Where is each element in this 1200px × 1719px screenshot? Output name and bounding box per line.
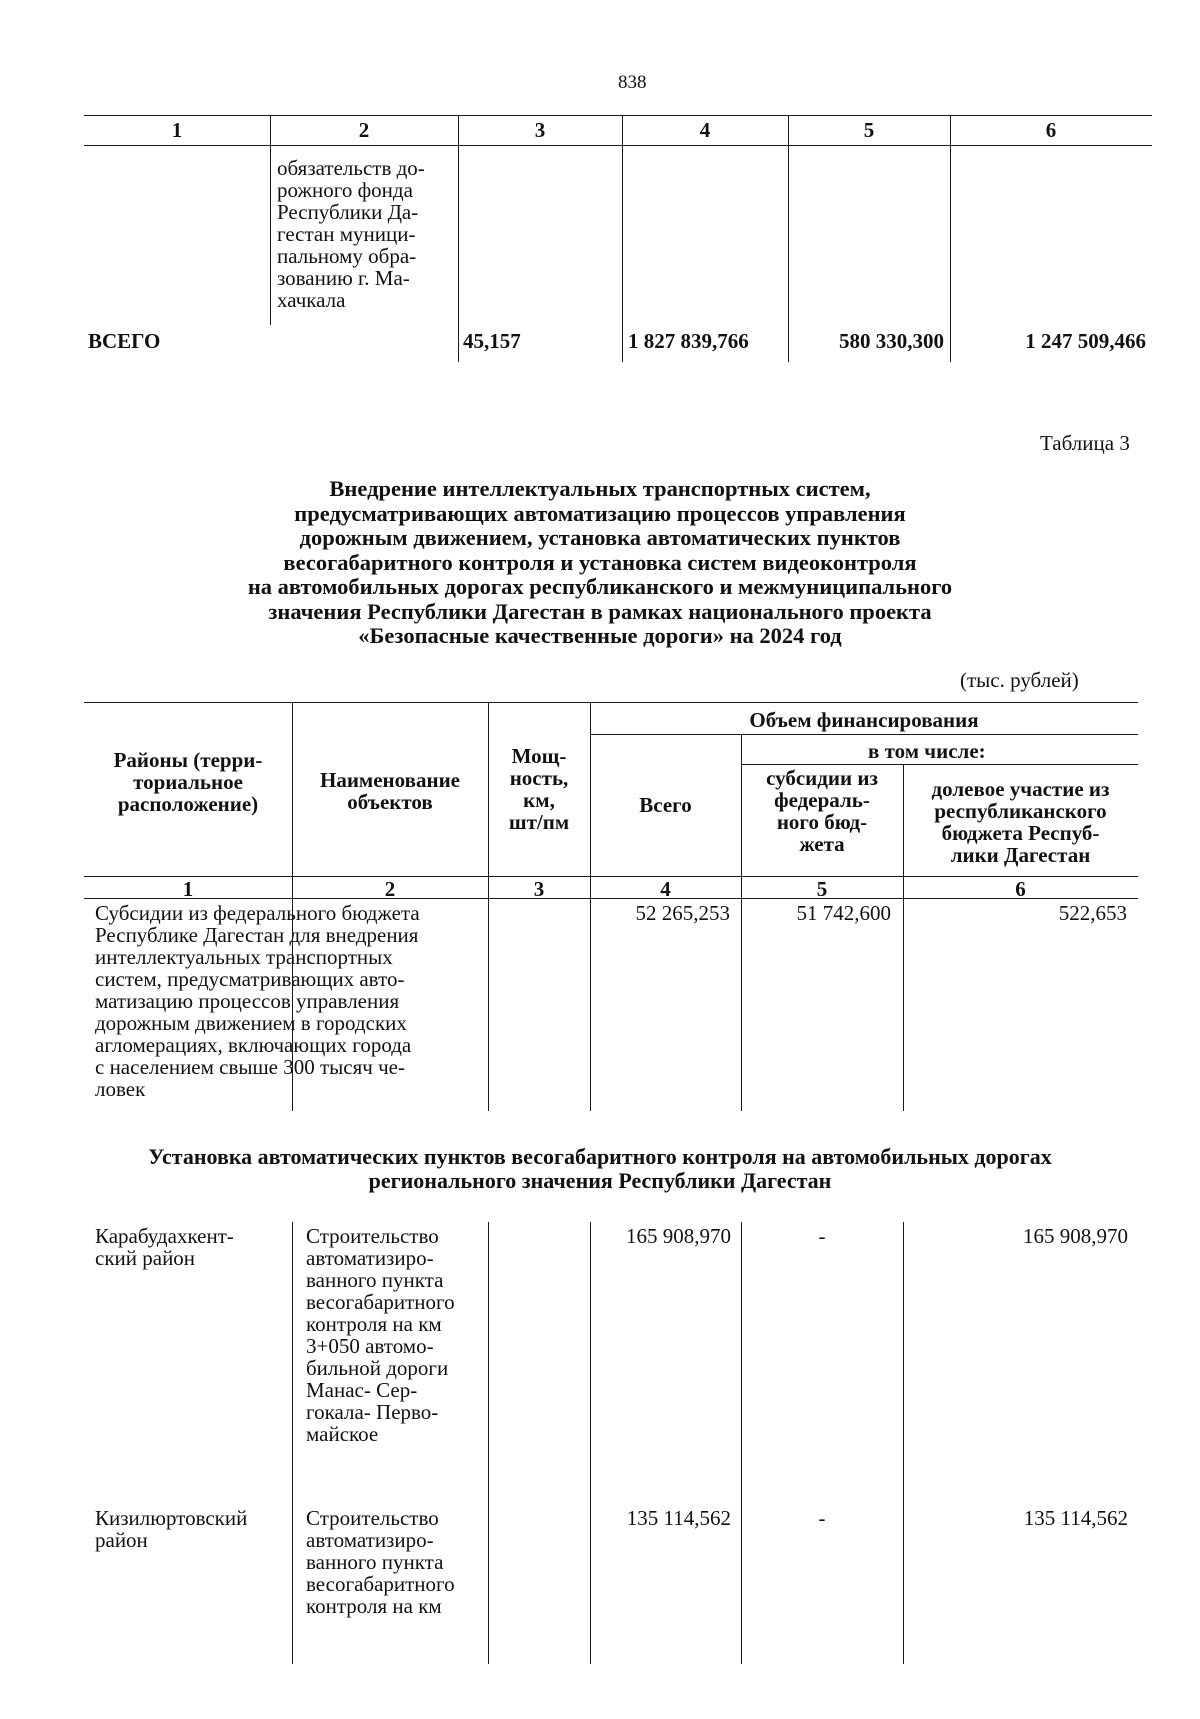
row-1-federal: - [818, 1224, 826, 1248]
header-funding: Объем финансирования [749, 708, 979, 732]
header-federal: субсидии из федераль- ного бюд- жета [766, 766, 878, 856]
header-republic: долевое участие из республиканского бюджета Респуб- лики Дагестан [931, 777, 1110, 867]
row-1-object: Строительство автоматизиро- ванного пункта весогабаритного контроля на км 3+050 автомо- бильной дороги Манас- Сер- гокала- Перво- майское [306, 1224, 455, 1446]
table-label: Таблица 3 [1040, 431, 1130, 455]
row-1-republic: 165 908,970 [1023, 1224, 1128, 1248]
section-title: Установка автоматических пунктов весогабаритного контроля на автомобильных дорогах регионального значения Республики Дагестан [148, 1144, 1052, 1193]
main-col-rule [590, 702, 591, 1111]
row-1-district: Карабудахкент- ский район [95, 1224, 234, 1270]
top-table-col-rule [788, 115, 789, 362]
header-districts: Районы (терри- ториальное расположение) [113, 748, 263, 816]
subsidy-republic: 522,653 [1058, 901, 1127, 925]
row-1-total: 165 908,970 [626, 1224, 731, 1248]
total-capacity: 45,157 [463, 329, 521, 353]
section-col-rule [590, 1222, 591, 1664]
subsidy-total: 52 265,253 [635, 901, 730, 925]
row-2-republic: 135 114,562 [1023, 1506, 1128, 1530]
main-col-number-2: 2 [384, 877, 396, 901]
row-2-district: Кизилюртовский район [95, 1506, 248, 1552]
page-number: 838 [618, 72, 647, 93]
header-capacity: Мощ- ность, км, шт/пм [508, 744, 570, 834]
section-col-rule [903, 1222, 904, 1664]
row-2-federal: - [818, 1506, 826, 1530]
total-federal: 580 330,300 [839, 329, 944, 353]
main-col-number-3: 3 [533, 877, 545, 901]
main-col-number-4: 4 [660, 877, 671, 901]
top-col-number-6: 6 [1045, 118, 1057, 142]
unit-label: (тыс. рублей) [960, 668, 1079, 692]
main-rule-header-bottom [84, 876, 1138, 877]
main-rule-funding [590, 734, 1138, 735]
total-republic: 1 247 509,466 [1025, 329, 1146, 353]
top-col-number-5: 5 [863, 118, 875, 142]
top-col-number-4: 4 [699, 118, 711, 142]
top-col-number-1: 1 [171, 118, 183, 142]
section-col-rule [741, 1222, 742, 1664]
main-rule-in-that [741, 764, 1138, 765]
header-in-that: в том числе: [868, 739, 986, 763]
top-table-col-rule [622, 115, 623, 362]
row-2-object: Строительство автоматизиро- ванного пункта весогабаритного контроля на км [306, 1506, 455, 1618]
top-col-number-2: 2 [358, 118, 370, 142]
total-sum: 1 827 839,766 [628, 329, 749, 353]
top-table-col-rule [458, 115, 459, 362]
main-rule-top [84, 702, 1138, 703]
top-col-number-3: 3 [534, 118, 546, 142]
header-total: Всего [639, 793, 692, 817]
section-col-rule [292, 1222, 293, 1664]
table-title: Внедрение интеллектуальных транспортных систем, предусматривающих автоматизацию процессов управления дорожным движением, установка автоматических пунктов весогабаритного контроля и установка систем видеоконтроля на автомобильных дорогах республиканского и межмуниципального значения Республики Дагестан в рамках национального проекта «Безопасные качественные дороги» на 2024 год [247, 476, 953, 648]
section-col-rule [488, 1222, 489, 1664]
top-table-rule-top [84, 115, 1152, 116]
total-label: ВСЕГО [88, 329, 161, 353]
header-objects: Наименование объектов [320, 768, 460, 814]
continued-object-name: обязательств до- рожного фонда Республики Да- гестан муници- пальному обра- зованию г. Ма- хачкала [277, 156, 425, 312]
row-2-total: 135 114,562 [626, 1506, 731, 1530]
top-table-col-rule [950, 115, 951, 362]
subsidy-description: Субсидии из федерального бюджета Республике Дагестан для внедрения интеллектуальных транспортных систем, предусматривающих авто- матизацию процессов управления дорожным движением в городских агломерациях, включающих города с населением свыше 300 тысяч че- ловек [95, 901, 420, 1101]
top-table-col-rule [270, 115, 271, 325]
main-col-number-6: 6 [1015, 877, 1026, 901]
main-col-number-5: 5 [816, 877, 828, 901]
main-col-number-1: 1 [182, 877, 194, 901]
top-table-rule-header [84, 145, 1152, 146]
subsidy-federal: 51 742,600 [796, 901, 891, 925]
